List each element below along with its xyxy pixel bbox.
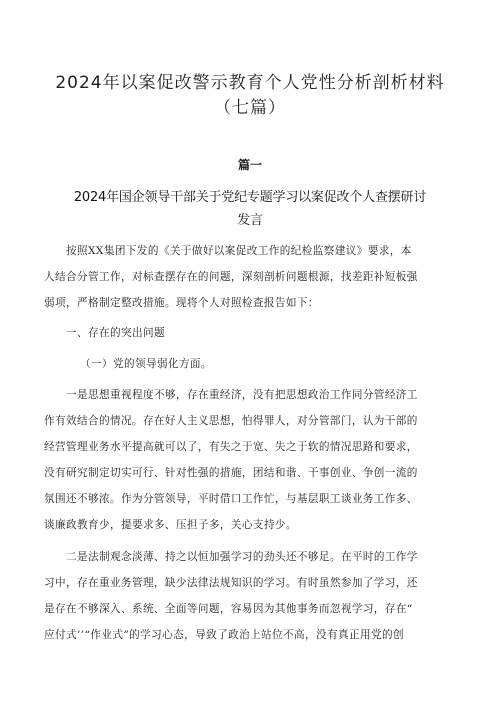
body-line: 谈廉政教育少，提要求多、压担子多，关心支持少。 <box>44 519 297 531</box>
body-line: 没有研究制定切实可行、针对性强的措施，团结和谐、干事创业、争创一流的 <box>44 467 418 479</box>
body-line: 是存在不够深入、系统、全面等问题，容易因为其他事务而忽视学习，存在“ <box>44 603 413 615</box>
document-title-count: （七篇） <box>214 98 286 118</box>
document-title: 2024年以案促改警示教育个人党性分析剖析材料 <box>55 73 445 93</box>
body-line: 二是法制观念淡薄、持之以恒加强学习的劲头还不够足。在平时的工作学 <box>66 551 418 563</box>
part-heading: 篇一 <box>237 158 262 172</box>
body-line: 按照XX集团下发的《关于做好以案促改工作的纪检监察建议》要求，本 <box>66 245 412 257</box>
article-title-continued: 发言 <box>237 213 263 228</box>
body-line: 氛围还不够浓。作为分管领导，平时借口工作忙，与基层职工谈业务工作多、 <box>44 493 418 505</box>
body-line: 经营管理业务水平提高就可以了，有失之于宽、失之于软的情况思路和要求， <box>44 441 418 453</box>
subsection-heading: （一）党的领导弱化方面。 <box>80 358 212 370</box>
body-line: 作有效结合的情况。存在好人主义思想，怕得罪人，对分管部门，认为干部的 <box>44 415 418 427</box>
body-line: 习中，存在重业务管理，缺少法律法规知识的学习。有时虽然参加了学习，还 <box>44 577 418 589</box>
body-line: 一是思想重视程度不够，存在重经济，没有把思想政治工作同分管经济工 <box>66 389 418 401</box>
section-heading: 一、存在的突出问题 <box>66 327 165 339</box>
body-line: 应付式’’“作业式”的学习心态，导致了政治上站位不高，没有真正用党的创 <box>44 629 404 641</box>
article-title: 2024年国企领导干部关于党纪专题学习以案促改个人查摆研讨 <box>73 190 427 205</box>
body-line: 弱项，严格制定整改措施。现将个人对照检查报告如下： <box>44 297 319 309</box>
body-line: 人结合分管工作，对标查摆存在的问题，深刻剖析问题根源，找差距补短板强 <box>44 271 418 283</box>
